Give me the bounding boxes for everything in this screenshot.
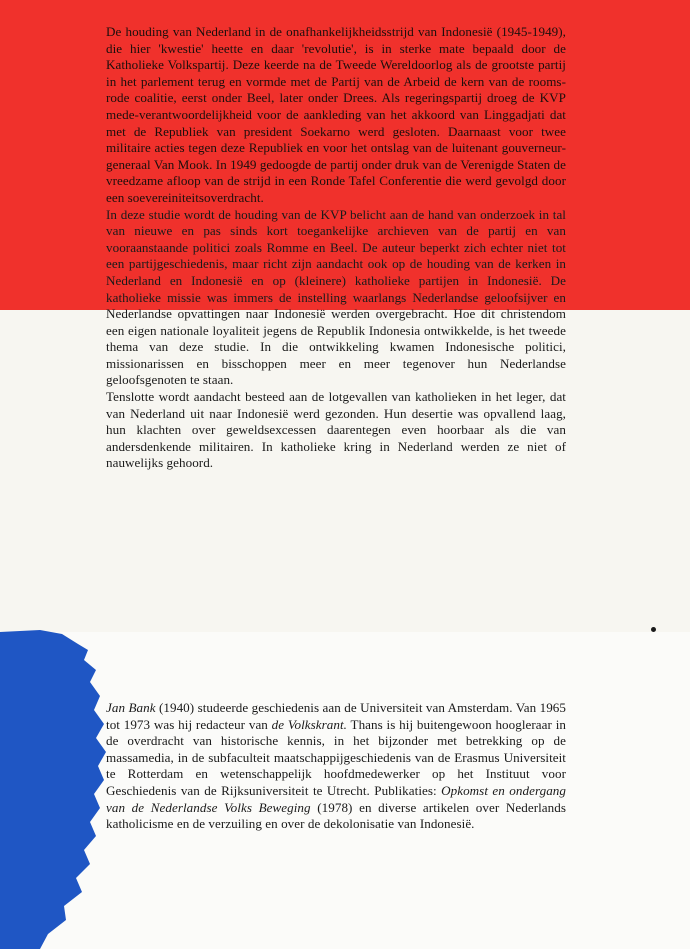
author-bio [106, 700, 566, 833]
newspaper-title: de Volkskrant. [271, 716, 347, 732]
bio-text-1: (1940) studeerde geschiedenis aan de Universiteit van Amsterdam. Van 1965 tot 1973 was hij redacteur van [106, 700, 567, 732]
publication-title: Opkomst en ondergang van de Nederlandse Volks Beweging [106, 782, 566, 815]
author-name: Jan Bank [106, 700, 156, 715]
intro-paragraph-1: De houding van Nederland in de onafhankelijkheidsstrijd van Indonesië (1945-1949), die hier 'kwestie' heette en daar 'revolutie', is in sterke mate bepaald door de Katholieke Volkspartij. Deze keerde na de Tweede Wereldoorlog als de grootste partij in het parlement terug en vormde met de Partij van de Arbeid de kern van de rooms-rode coalitie, eerst onder Beel, later onder Drees. Als regeringspartij droeg de KVP mede-verantwoordelijkheid voor de aankleding van het akkoord van Linggadjati dat met de Republiek van president Soekarno werd gesloten. Daarnaast voor twee militaire acties tegen deze Republiek en voor het ontslag van de luitenant gouverneur-generaal Van Mook. In 1949 gedoogde de partij onder druk van de Verenigde Staten de vreedzame afloop van de strijd in een Ronde Tafel Conferentie die werd gevolgd door een soevereiniteitsoverdracht. [106, 24, 566, 205]
intro-text [106, 24, 566, 472]
ink-spot [651, 627, 656, 632]
bio-paragraph [106, 700, 566, 833]
bio-text-3: (1978) en diverse artikelen over Nederlands katholicisme en de verzuiling en over de dekolonisatie van Indonesië. [106, 799, 566, 832]
intro-paragraph-3: Tenslotte wordt aandacht besteed aan de lotgevallen van katholieken in het leger, dat van Nederland uit naar Indonesië werd gezonden. Hun desertie was opvallend laag, hun klachten over geweldsexcessen daarentegen even hoorbaar als die van andersdenkende militairen. In katholieke kring in Nederland werden ze niet of nauwelijks gehoord. [106, 389, 566, 471]
bio-text-2: Thans is hij buitengewoon hoogleraar in de overdracht van historische kennis, in het bijzonder met betrekking op de massamedia, in de subfaculteit maatschappijgeschiedenis van de Erasmus Universiteit te Rotterdam en wetenschappelijk hoofdmedewerker op het Instituut voor Geschiedenis van de Rijksuniversiteit te Utrecht. Publikaties: [106, 716, 566, 798]
intro-paragraph-2: In deze studie wordt de houding van de KVP belicht aan de hand van onderzoek in tal van nieuwe en pas sinds kort toegankelijke archieven van de partij en van vooraanstaande politici zoals Romme en Beel. De auteur beperkt zich echter niet tot een partijgeschiedenis, maar richt zijn aandacht ook op de houding van de kerken in Nederland en Indonesië en op (kleinere) katholieke partijen in Indonesië. De katholieke missie was immers de instelling waarlangs Nederlandse geloofsijver en Nederlandse opvattingen naar Indonesië werden overgebracht. Hoe dit christendom een eigen nationale loyaliteit jegens de Republik Indonesia ontwikkelde, is het tweede thema van deze studie. In die ontwikkeling kwamen Indonesische politici, missionarissen en bisschoppen meer en meer tegenover hun Nederlandse geloofsgenoten te staan. [106, 206, 566, 388]
